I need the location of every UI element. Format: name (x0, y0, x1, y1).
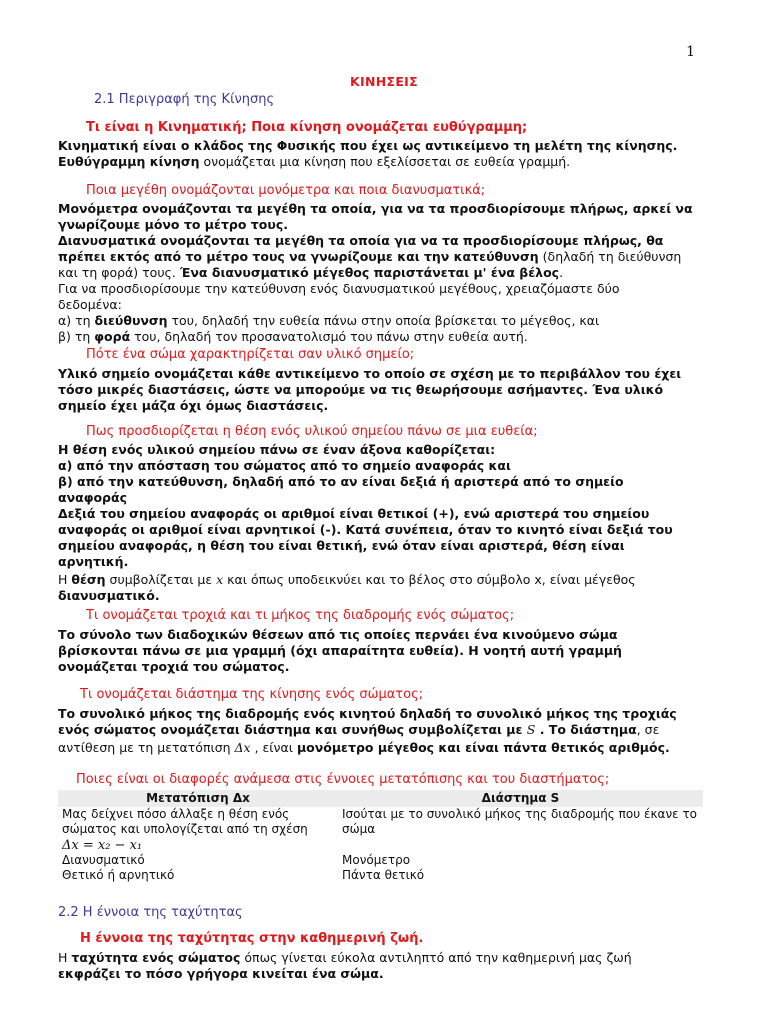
column-header-distance: Διάστημα S (338, 790, 703, 807)
text-line: εκφράζει το πόσο γρήγορα κινείται ένα σώμα. (58, 966, 384, 981)
table-cell: Μονόμετρο (342, 853, 411, 867)
text-line: αναφοράς (58, 490, 128, 505)
section-heading-2-2: 2.2 Η έννοια της ταχύτητας (58, 905, 243, 920)
displacement-symbol: Δx (234, 740, 251, 755)
text-line: Δεξιά του σημείου αναφοράς οι αριθμοί είναι θετικοί (+), ενώ αριστερά του σημείου (58, 506, 650, 521)
bold-span: ενός σώματος ονομάζεται διάστημα και συνήθως συμβολίζεται με (58, 722, 527, 737)
text-span: α) τη (58, 313, 95, 328)
table-cell: Πάντα θετικό (342, 868, 425, 882)
text-span: , σε (636, 722, 660, 737)
question-distance: Τι ονομάζεται διάστημα της κίνησης ενός σώματος; (80, 687, 424, 702)
question-material-point: Πότε ένα σώμα χαρακτηρίζεται σαν υλικό σημείο; (86, 347, 415, 362)
text-line: α) από την απόσταση του σώματος από το σημείο αναφοράς και (58, 458, 511, 473)
table-row (58, 868, 703, 883)
position-vector-symbol: x (216, 572, 224, 587)
text-line: σημείο έχει μάζα όχι όμως διαστάσεις. (58, 398, 329, 413)
text-span: και όπως υποδεικνύει και το βέλος στο σύμβολο x, είναι μέγεθος (223, 572, 636, 587)
text-span: , είναι (250, 740, 297, 755)
bold-span: μονόμετρο μέγεθος και είναι πάντα θετικός αριθμός. (296, 740, 670, 755)
table-row (58, 853, 703, 868)
section-heading-2-1: 2.1 Περιγραφή της Κίνησης (94, 92, 275, 107)
text-span: Η (58, 572, 72, 587)
paragraph-material-point (58, 366, 708, 414)
text-span: του, δηλαδή την ευθεία πάνω στην οποία βρίσκεται το μέγεθος, και (167, 313, 600, 328)
page-number: 1 (686, 44, 695, 60)
bold-span: Ένα διανυσματικό μέγεθος παριστάνεται μ' ένα βέλος (179, 265, 560, 280)
text-line: Το σύνολο των διαδοχικών θέσεων από τις οποίες περνάει ένα κινούμενο σώμα (58, 627, 618, 642)
text-line: αναφοράς οι αριθμοί είναι αρνητικοί (-). Κατά συνέπεια, όταν το κινητό είναι δεξιά του (58, 522, 673, 537)
question-scalar-vector: Ποια μεγέθη ονομάζονται μονόμετρα και ποια διανυσματικά; (86, 183, 486, 198)
table-cell: Ισούται με το συνολικό μήκος της διαδρομής που έκανε το σώμα (342, 807, 698, 836)
text-line (58, 249, 708, 265)
paragraph-kinematics (58, 138, 708, 170)
text-span: του, δηλαδή τον προσανατολισμό του πάνω στην ευθεία αυτή. (130, 329, 528, 344)
text-line (58, 572, 708, 588)
question-trajectory: Τι ονομάζεται τροχιά και τι μήκος της διαδρομής ενός σώματος; (86, 608, 515, 623)
text-span: συμβολίζεται με (105, 572, 217, 587)
text-span: (δηλαδή τη διεύθυνση (538, 249, 682, 264)
text-span: β) τη (58, 329, 95, 344)
comparison-table (58, 790, 703, 883)
text-line: Το συνολικό μήκος της διαδρομής ενός κινητού δηλαδή το συνολικό μήκος της τροχιάς (58, 706, 677, 721)
text-line: βρίσκονται πάνω σε μια γραμμή (όχι απαραίτητα ευθεία). Η νοητή αυτή γραμμή (58, 643, 622, 658)
bold-span: πρέπει εκτός από το μέτρο τους να γνωρίζουμε και την κατεύθυνση (58, 249, 539, 264)
text-line: β) από την κατεύθυνση, δηλαδή από το αν είναι δεξιά ή αριστερά από το σημείο (58, 474, 624, 489)
text-line: Κινηματική είναι ο κλάδος της Φυσικής που έχει ως αντικείμενο τη μελέτη της κίνησης. (58, 138, 678, 153)
question-differences: Ποιες είναι οι διαφορές ανάμεσα στις έννοιες μετατόπισης και του διαστήματος; (76, 772, 610, 787)
table-cell (58, 807, 338, 853)
text-line: Για να προσδιορίσουμε την κατεύθυνση ενός διανυσματικού μεγέθους, χρειαζόμαστε δύο (58, 281, 620, 296)
text-span: και τη φορά) τους. (58, 265, 180, 280)
bold-term: Ευθύγραμμη κίνηση (58, 154, 200, 169)
paragraph-trajectory (58, 627, 708, 675)
paragraph-position (58, 442, 708, 604)
text-span: ονομάζεται μια κίνηση που εξελίσσεται σε ευθεία γραμμή. (199, 154, 571, 169)
bold-span: . Το διάστημα (535, 722, 637, 737)
text-line: Διανυσματικά ονομάζονται τα μεγέθη τα οποία για να τα προσδιορίσουμε πλήρως, θα (58, 233, 664, 248)
text-span: . (559, 265, 564, 280)
table-cell: Θετικό ή αρνητικό (62, 868, 175, 882)
paragraph-distance (58, 706, 708, 756)
text-line (58, 154, 708, 170)
document-title: ΚΙΝΗΣΕΙΣ (350, 74, 418, 89)
bold-term: ταχύτητα ενός σώματος (71, 950, 241, 965)
text-line (58, 722, 708, 738)
text-span: όπως γίνεται εύκολα αντιληπτό από την καθημερινή μας ζωή (240, 950, 632, 965)
text-line (58, 740, 708, 756)
question-position: Πως προσδιορίζεται η θέση ενός υλικού σημείου πάνω σε μια ευθεία; (86, 424, 538, 439)
distance-symbol: S (526, 722, 536, 737)
text-line: τόσο μικρές διαστάσεις, ώστε να μπορούμε να τις θεωρήσουμε ασήμαντες. Ένα υλικό (58, 382, 664, 397)
paragraph-velocity (58, 950, 708, 982)
text-line: δεδομένα: (58, 297, 122, 312)
displacement-formula: Δx = x₂ − x₁ (62, 838, 143, 853)
table-header-row (58, 790, 703, 807)
bold-term: διεύθυνση (94, 313, 168, 328)
bold-term: φορά (94, 329, 131, 344)
table-row (58, 807, 703, 853)
text-span: αντίθεση με τη μετατόπιση (58, 740, 235, 755)
table-cell: Διανυσματικό (62, 853, 145, 867)
text-line: Μονόμετρα ονομάζονται τα μεγέθη τα οποία, για να τα προσδιορίσουμε πλήρως, αρκεί να (58, 201, 693, 216)
text-line: αρνητική. (58, 554, 129, 569)
bold-term: θέση (71, 572, 106, 587)
text-line: ονομάζεται τροχιά του σώματος. (58, 659, 290, 674)
question-kinematics: Τι είναι η Κινηματική; Ποια κίνηση ονομάζεται ευθύγραμμη; (86, 120, 528, 135)
text-line: Υλικό σημείο ονομάζεται κάθε αντικείμενο το οποίο σε σχέση με το περιβάλλον του έχει (58, 366, 682, 381)
text-line (58, 329, 708, 345)
paragraph-scalar-vector (58, 201, 708, 345)
column-header-displacement: Μετατόπιση Δx (58, 790, 338, 807)
cell-text: Μας δείχνει πόσο άλλαξε η θέση ενός σώματος και υπολογίζεται από τη σχέση (62, 807, 308, 836)
text-line (58, 265, 708, 281)
text-line: γνωρίζουμε μόνο το μέτρο τους. (58, 217, 288, 232)
text-span: Η (58, 950, 72, 965)
question-velocity: Η έννοια της ταχύτητας στην καθημερινή ζωή. (80, 931, 424, 946)
text-line: Η θέση ενός υλικού σημείου πάνω σε έναν άξονα καθορίζεται: (58, 442, 496, 457)
text-line: σημείου αναφοράς, η θέση του είναι θετική, ενώ όταν είναι αριστερά, θέση είναι (58, 538, 625, 553)
text-line: διανυσματικό. (58, 588, 160, 603)
text-line (58, 313, 708, 329)
text-line (58, 950, 708, 966)
